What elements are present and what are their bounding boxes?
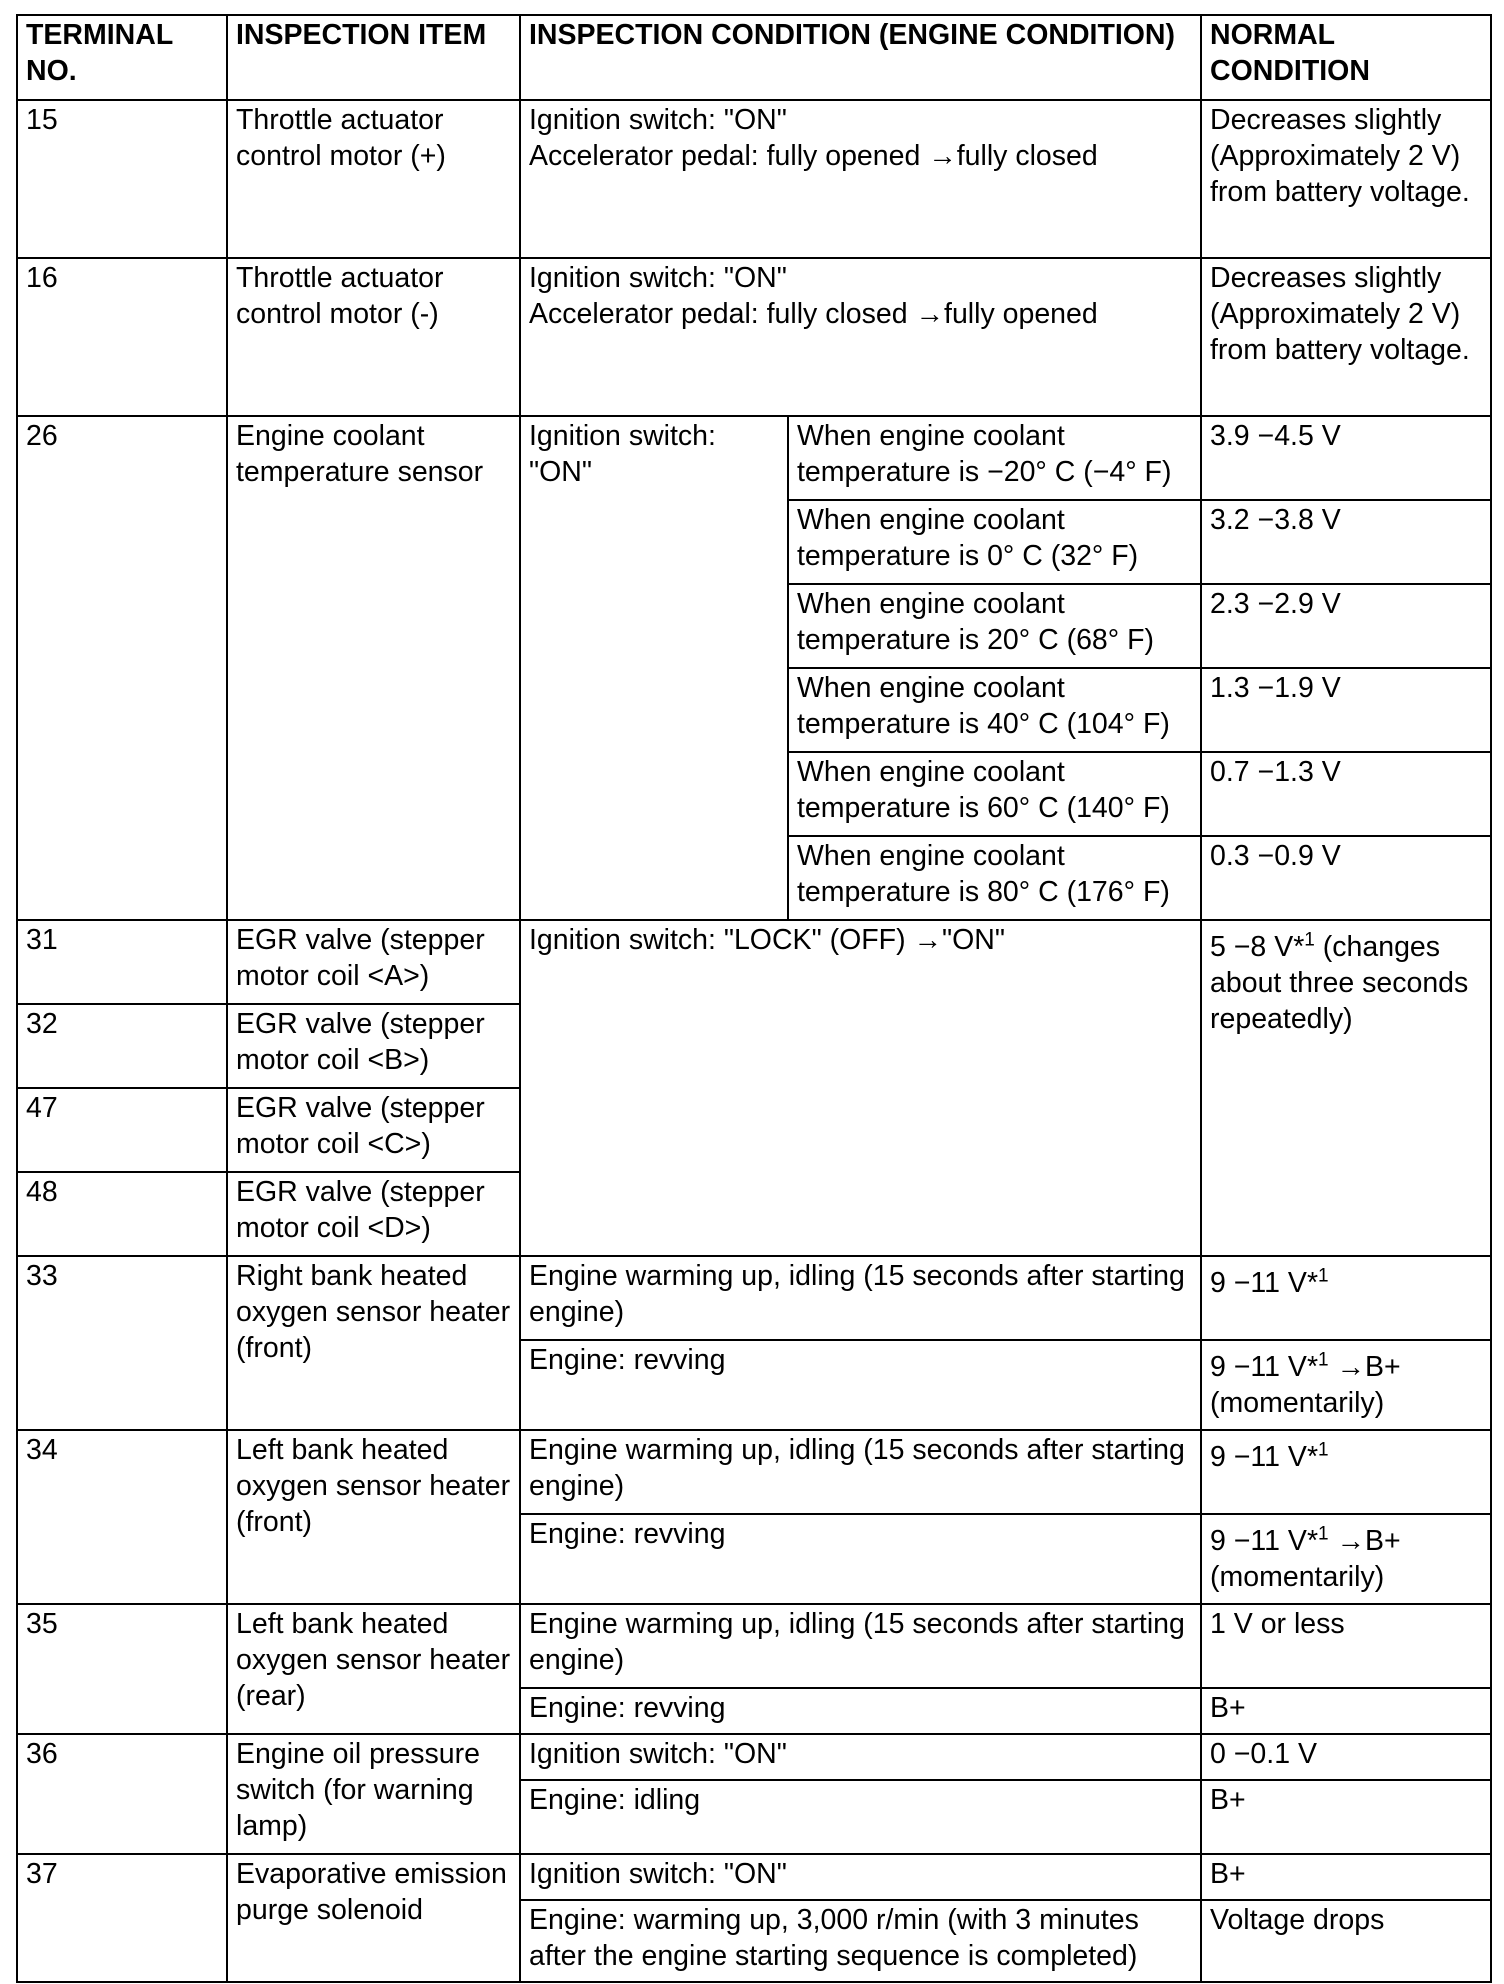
coolant-temp-condition: When engine coolant temperature is 80° C (176° F) (788, 836, 1201, 920)
item-26: Engine coolant temperature sensor (227, 416, 520, 920)
terminal-35: 35 (17, 1604, 227, 1734)
coolant-temp-condition: When engine coolant temperature is −20° C (−4° F) (788, 416, 1201, 500)
item-37: Evaporative emission purge solenoid (227, 1854, 520, 1982)
coolant-temp-condition: When engine coolant temperature is 60° C (140° F) (788, 752, 1201, 836)
terminal-32: 32 (17, 1004, 227, 1088)
header-terminal-no: TERMINAL NO. (17, 15, 227, 100)
coolant-temp-voltage: 0.7 −1.3 V (1201, 752, 1491, 836)
normal-34-revving (1201, 1514, 1491, 1604)
footnote-marker: 1 (1318, 1349, 1329, 1371)
footnote-marker: 1 (1304, 929, 1315, 951)
terminal-16: 16 (17, 258, 227, 416)
normal-value: 9 −11 V* (1210, 1441, 1319, 1473)
coolant-temp-voltage: 3.9 −4.5 V (1201, 416, 1491, 500)
table-row (17, 100, 1491, 258)
coolant-temp-condition: When engine coolant temperature is 20° C (68° F) (788, 584, 1201, 668)
header-inspection-condition: INSPECTION CONDITION (ENGINE CONDITION) (520, 15, 1201, 100)
table-row (17, 258, 1491, 416)
table-row (17, 1854, 1491, 1900)
coolant-temp-voltage: 2.3 −2.9 V (1201, 584, 1491, 668)
normal-egr-value: 5 −8 V* (1210, 931, 1305, 963)
terminal-36: 36 (17, 1734, 227, 1854)
table-row (17, 416, 1491, 500)
normal-35-idling: 1 V or less (1201, 1604, 1491, 1688)
header-row (17, 15, 1491, 100)
coolant-temp-condition: When engine coolant temperature is 40° C (104° F) (788, 668, 1201, 752)
normal-36-idling: B+ (1201, 1780, 1491, 1854)
normal-33-idling (1201, 1256, 1491, 1340)
normal-36-ignition: 0 −0.1 V (1201, 1734, 1491, 1780)
header-normal-condition: NORMAL CONDITION (1201, 15, 1491, 100)
normal-value: 9 −11 V* (1210, 1267, 1319, 1299)
header-inspection-item: INSPECTION ITEM (227, 15, 520, 100)
terminal-26: 26 (17, 416, 227, 920)
normal-37-warming: Voltage drops (1201, 1900, 1491, 1982)
table-row (17, 1604, 1491, 1688)
terminal-47: 47 (17, 1088, 227, 1172)
terminal-33: 33 (17, 1256, 227, 1430)
item-32: EGR valve (stepper motor coil <B>) (227, 1004, 520, 1088)
terminal-34: 34 (17, 1430, 227, 1604)
terminal-48: 48 (17, 1172, 227, 1256)
condition-34-idling: Engine warming up, idling (15 seconds after starting engine) (520, 1430, 1201, 1514)
normal-37-ignition: B+ (1201, 1854, 1491, 1900)
table-row (17, 920, 1491, 1004)
normal-35-revving: B+ (1201, 1688, 1491, 1734)
table-row (17, 1256, 1491, 1340)
condition-37-ignition: Ignition switch: "ON" (520, 1854, 1201, 1900)
normal-16: Decreases slightly (Approximately 2 V) from battery voltage. (1201, 258, 1491, 416)
terminal-31: 31 (17, 920, 227, 1004)
inspection-table-sheet (16, 14, 1490, 1983)
condition-35-idling: Engine warming up, idling (15 seconds after starting engine) (520, 1604, 1201, 1688)
item-16: Throttle actuator control motor (-) (227, 258, 520, 416)
normal-34-idling (1201, 1430, 1491, 1514)
item-47: EGR valve (stepper motor coil <C>) (227, 1088, 520, 1172)
condition-35-revving: Engine: revving (520, 1688, 1201, 1734)
normal-value: 9 −11 V* (1210, 1525, 1319, 1557)
condition-egr: Ignition switch: "LOCK" (OFF) →"ON" (520, 920, 1201, 1256)
coolant-temp-condition: When engine coolant temperature is 0° C (32° F) (788, 500, 1201, 584)
coolant-temp-voltage: 0.3 −0.9 V (1201, 836, 1491, 920)
item-15: Throttle actuator control motor (+) (227, 100, 520, 258)
normal-33-revving (1201, 1340, 1491, 1430)
condition-26: Ignition switch: "ON" (520, 416, 788, 920)
item-48: EGR valve (stepper motor coil <D>) (227, 1172, 520, 1256)
condition-37-warming: Engine: warming up, 3,000 r/min (with 3 minutes after the engine starting sequence is completed) (520, 1900, 1201, 1982)
normal-value: 9 −11 V* (1210, 1351, 1319, 1383)
coolant-temp-voltage: 1.3 −1.9 V (1201, 668, 1491, 752)
condition-33-idling: Engine warming up, idling (15 seconds after starting engine) (520, 1256, 1201, 1340)
condition-34-revving: Engine: revving (520, 1514, 1201, 1604)
normal-egr (1201, 920, 1491, 1256)
condition-33-revving: Engine: revving (520, 1340, 1201, 1430)
footnote-marker: 1 (1318, 1265, 1329, 1287)
footnote-marker: 1 (1318, 1439, 1329, 1461)
item-35: Left bank heated oxygen sensor heater (rear) (227, 1604, 520, 1734)
condition-15: Ignition switch: "ON" Accelerator pedal: fully opened →fully closed (520, 100, 1201, 258)
table-row (17, 1430, 1491, 1514)
item-34: Left bank heated oxygen sensor heater (front) (227, 1430, 520, 1604)
footnote-marker: 1 (1318, 1523, 1329, 1545)
normal-15: Decreases slightly (Approximately 2 V) from battery voltage. (1201, 100, 1491, 258)
table-row (17, 1734, 1491, 1780)
coolant-temp-voltage: 3.2 −3.8 V (1201, 500, 1491, 584)
item-31: EGR valve (stepper motor coil <A>) (227, 920, 520, 1004)
terminal-37: 37 (17, 1854, 227, 1982)
condition-16: Ignition switch: "ON" Accelerator pedal: fully closed →fully opened (520, 258, 1201, 416)
terminal-15: 15 (17, 100, 227, 258)
normal-note: →B+ (momentarily) (1210, 1351, 1401, 1419)
condition-36-idling: Engine: idling (520, 1780, 1201, 1854)
inspection-table (16, 14, 1492, 1983)
item-33: Right bank heated oxygen sensor heater (front) (227, 1256, 520, 1430)
condition-36-ignition: Ignition switch: "ON" (520, 1734, 1201, 1780)
item-36: Engine oil pressure switch (for warning lamp) (227, 1734, 520, 1854)
normal-note: →B+ (momentarily) (1210, 1525, 1401, 1593)
normal-egr-note: (changes about three seconds repeatedly) (1210, 931, 1469, 1035)
